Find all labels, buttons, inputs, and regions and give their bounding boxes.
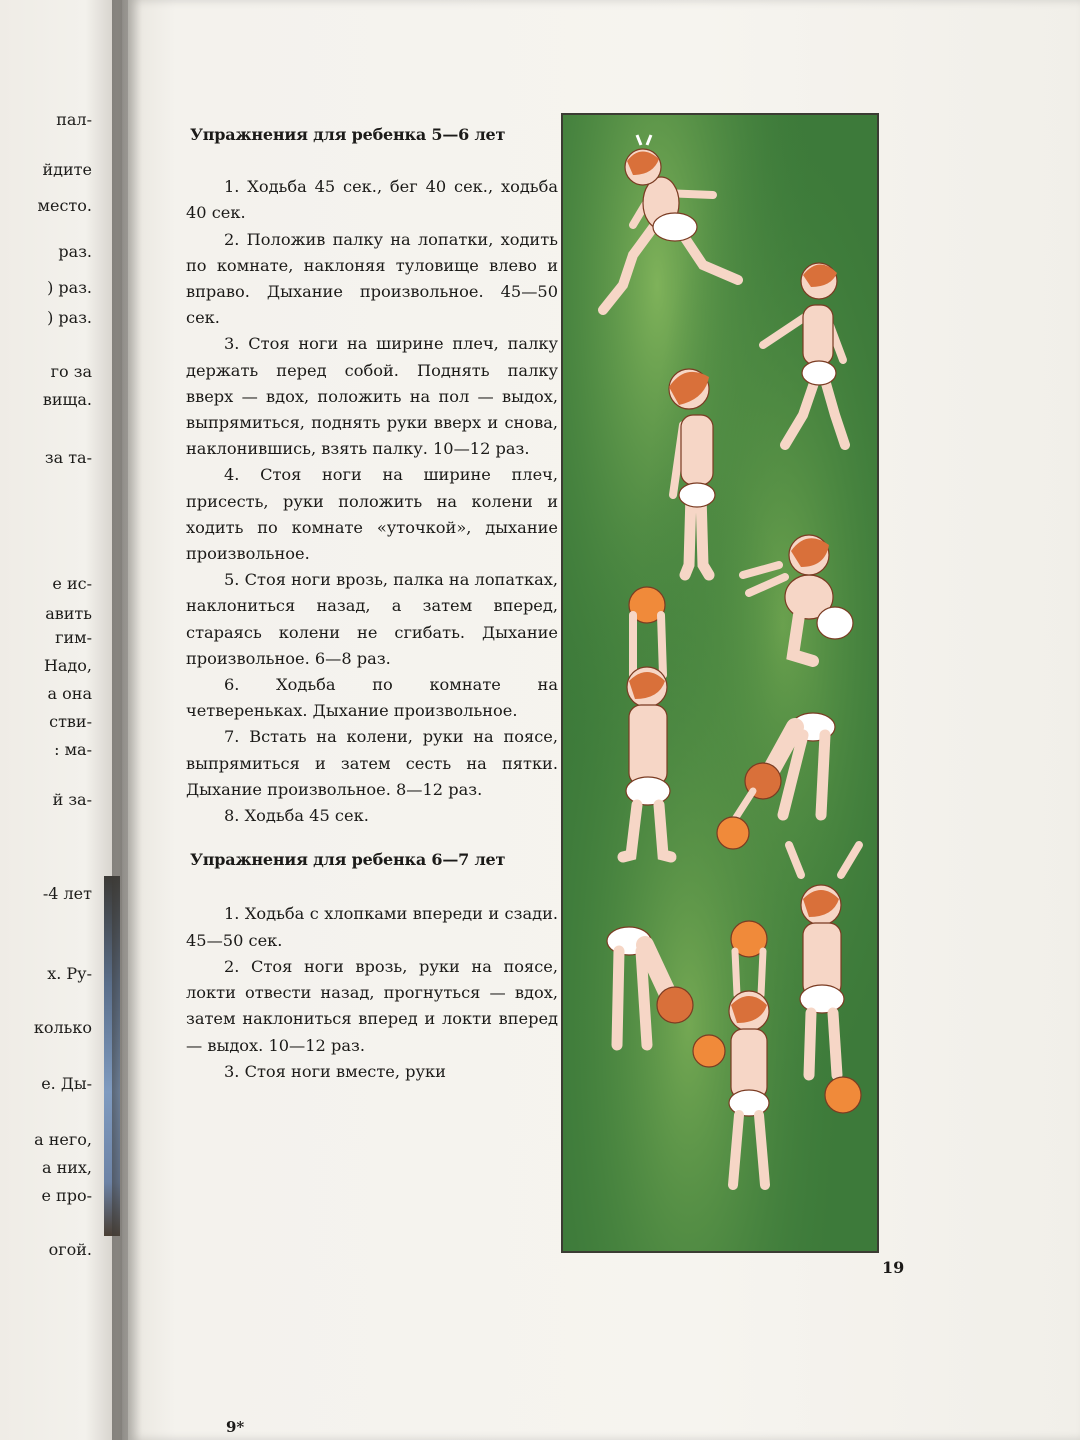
left-page-fragment: ) раз. xyxy=(47,278,92,297)
left-page-fragment: йдите xyxy=(42,160,92,179)
signature-mark: 9* xyxy=(226,1418,245,1436)
exercise-item: 2. Положив палку на лопатки, ходить по комнате, наклоняя туловище влево и вправо. Дыхание произвольное. 45—50 сек. xyxy=(186,229,558,328)
left-page-fragment: колько xyxy=(33,1018,92,1037)
left-page-fragment: ) раз. xyxy=(47,308,92,327)
exercise-item: 4. Стоя ноги на ширине плеч, присесть, руки положить на колени и ходить по комнате «уточкой», дыхание произвольное. xyxy=(186,465,558,564)
left-page-fragment: го за xyxy=(50,362,92,381)
left-page-fragment: а него, xyxy=(34,1130,92,1149)
left-page-fragment: гим- xyxy=(55,628,92,647)
page-gutter xyxy=(112,0,142,1440)
left-page-fragment: -4 лет xyxy=(42,884,92,903)
left-page xyxy=(0,0,122,1440)
left-page-fragment: стви- xyxy=(49,712,92,731)
exercise-item: 3. Стоя ноги вместе, руки xyxy=(224,1061,446,1081)
left-page-fragment: огой. xyxy=(48,1240,92,1259)
left-page-fragment: а них, xyxy=(41,1158,92,1177)
exercise-list-5-6 xyxy=(186,174,558,829)
heading-age-6-7: Упражнения для ребенка 6—7 лет xyxy=(190,850,506,870)
heading-age-5-6: Упражнения для ребенка 5—6 лет xyxy=(190,125,506,144)
left-page-fragment: е ис- xyxy=(52,574,92,593)
exercise-item: 8. Ходьба 45 сек. xyxy=(224,806,369,826)
exercise-item: 3. Стоя ноги на ширине плеч, палку держать перед собой. Поднять палку вверх — вдох, положить на пол — выдох, выпрямиться, поднять руки вверх и снова, наклонившись, взять палку. 10—12 раз. xyxy=(186,334,558,459)
left-page-fragment: за та- xyxy=(44,448,92,467)
left-page-fragment: й за- xyxy=(52,790,92,809)
left-page-fragment: Надо, xyxy=(43,656,92,675)
page-number: 19 xyxy=(882,1258,905,1277)
exercise-item: 1. Ходьба с хлопками впереди и сзади. 45—50 сек. xyxy=(186,904,558,950)
left-page-fragment: а она xyxy=(47,684,92,703)
left-page-fragment: пал- xyxy=(56,110,92,129)
exercise-item: 5. Стоя ноги врозь, палка на лопатках, наклониться назад, а затем вперед, стараясь колени не сгибать. Дыхание произвольное. 6—8 раз. xyxy=(186,570,558,668)
exercise-item: 7. Встать на колени, руки на поясе, выпрямиться и затем сесть на пятки. Дыхание произвольное. 8—12 раз. xyxy=(186,727,558,799)
left-page-fragment: е про- xyxy=(41,1186,92,1205)
illustration-svg xyxy=(563,115,877,1251)
ball xyxy=(825,1077,861,1113)
left-page-fragment: х. Ру- xyxy=(47,964,92,983)
ball xyxy=(693,1035,725,1067)
exercise-item: 6. Ходьба по комнате на четвереньках. Дыхание произвольное. xyxy=(186,675,558,721)
ball xyxy=(717,817,749,849)
exercise-text-column xyxy=(186,108,558,1085)
left-page-fragment: авить xyxy=(45,604,92,623)
exercise-item: 1. Ходьба 45 сек., бег 40 сек., ходьба 40 сек. xyxy=(186,177,558,223)
exercise-list-6-7 xyxy=(186,901,558,1084)
left-page-fragment: раз. xyxy=(58,242,92,261)
left-page-fragment: : ма- xyxy=(54,740,92,759)
left-page-fragment: место. xyxy=(37,196,92,215)
exercise-illustration xyxy=(561,113,879,1253)
left-page-fragment: е. Ды- xyxy=(41,1074,92,1093)
left-page-fragment: вища. xyxy=(42,390,92,409)
exercise-item: 2. Стоя ноги врозь, руки на поясе, локти отвести назад, прогнуться — вдох, затем наклониться вперед и локти вперед — выдох. 10—12 раз. xyxy=(186,956,558,1055)
